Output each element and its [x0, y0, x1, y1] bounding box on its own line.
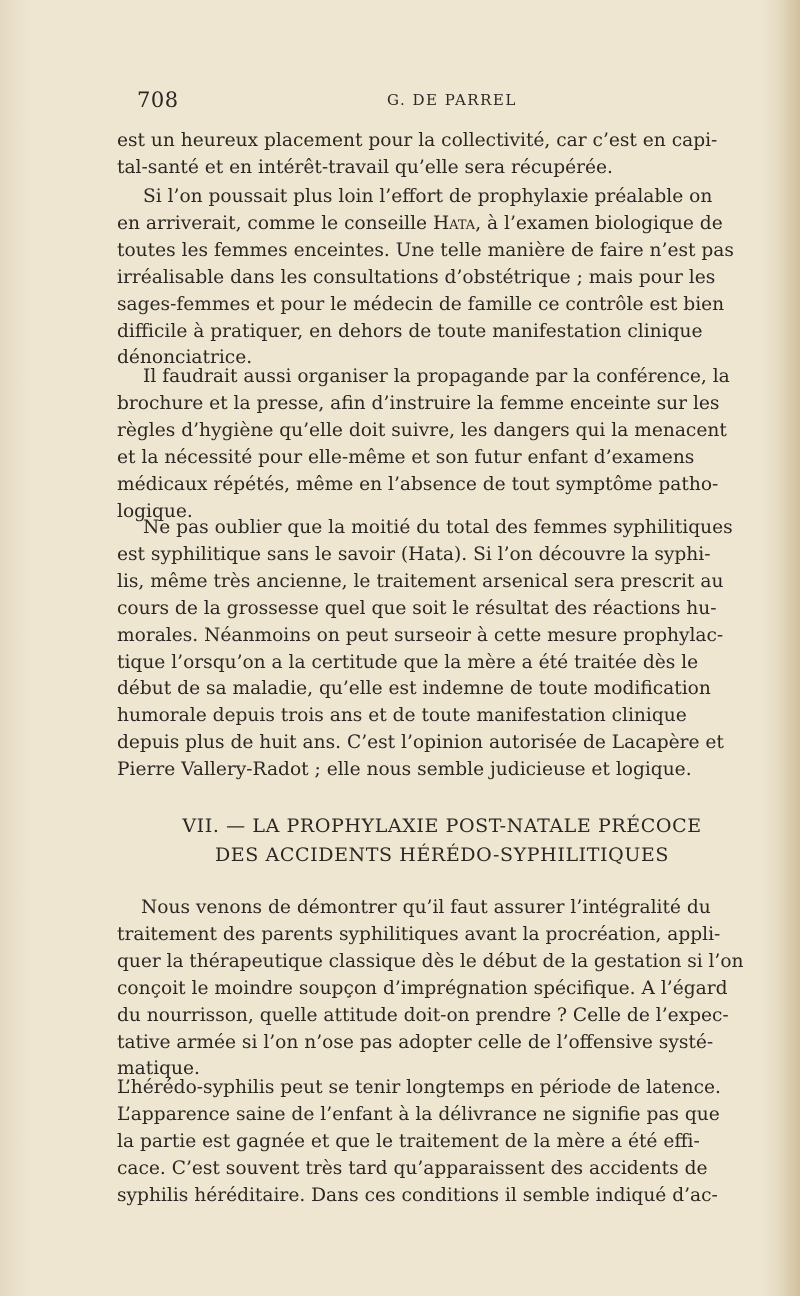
text-line: en arriverait, comme le conseille Hata, à l’examen biologique de: [117, 212, 723, 234]
text-line: cace. C’est souvent très tard qu’apparaissent des accidents de: [117, 1157, 708, 1179]
text-line: tal-santé et en intérêt-travail qu’elle sera récupérée.: [117, 156, 613, 178]
page-header: [137, 88, 757, 118]
paragraph-3: [117, 364, 767, 525]
text-line: sages-femmes et pour le médecin de famille ce contrôle est bien: [117, 293, 725, 315]
text-line: tative armée si l’on n’ose pas adopter celle de l’offensive systé-: [117, 1031, 714, 1053]
text-line: brochure et la presse, afin d’instruire la femme enceinte sur les: [117, 392, 720, 414]
text-line: est un heureux placement pour la collectivité, car c’est en capi-: [117, 130, 718, 151]
text-line: dénonciatrice.: [117, 347, 253, 369]
text-line: irréalisable dans les consultations d’obstétrique ; mais pour les: [117, 266, 716, 288]
running-head: G. DE PARREL: [387, 91, 517, 109]
paragraph-1: [117, 128, 767, 182]
text-line: traitement des parents syphilitiques avant la procréation, appli-: [117, 923, 721, 945]
paragraph-5: [117, 895, 743, 1083]
text-line: L’apparence saine de l’enfant à la délivrance ne signifie pas que: [117, 1103, 720, 1125]
text-line: toutes les femmes enceintes. Une telle manière de faire n’est pas: [117, 239, 734, 261]
text-line: tique l’orsqu’on a la certitude que la mère a été traitée dès le: [117, 651, 699, 673]
text-line: logique.: [117, 500, 193, 522]
section-heading-line-2: DES ACCIDENTS HÉRÉDO-SYPHILITIQUES: [214, 844, 670, 866]
text-line: médicaux répétés, même en l’absence de tout symptôme patho-: [117, 473, 719, 495]
paragraph-4: [117, 515, 767, 784]
author-name: Hata: [432, 212, 476, 234]
paragraph-6: [117, 1075, 743, 1210]
text-line: matique.: [117, 1058, 200, 1080]
text-line: Si l’on poussait plus loin l’effort de prophylaxie préalable on: [143, 186, 713, 207]
text-line: morales. Néanmoins on peut surseoir à cette mesure prophylac-: [117, 624, 724, 646]
text-line: lis, même très ancienne, le traitement arsenical sera prescrit au: [117, 570, 724, 592]
text-line: conçoit le moindre soupçon d’imprégnation spécifique. A l’égard: [117, 977, 728, 999]
text-line: Il faudrait aussi organiser la propagande par la conférence, la: [143, 366, 730, 387]
text-line: Pierre Vallery-Radot ; elle nous semble judicieuse et logique.: [117, 759, 692, 781]
text-line: début de sa maladie, qu’elle est indemne de toute modification: [117, 678, 711, 700]
page-number: 708: [137, 88, 179, 112]
text-line: est syphilitique sans le savoir (Hata). Si l’on découvre la syphi-: [117, 543, 711, 565]
text-line: Ne pas oublier que la moitié du total des femmes syphilitiques: [143, 517, 733, 538]
text-line: règles d’hygiène qu’elle doit suivre, les dangers qui la menacent: [117, 419, 727, 441]
section-heading-line-1: VII. — LA PROPHYLAXIE POST-NATALE PRÉCOCE: [182, 815, 702, 837]
text-line: et la nécessité pour elle-même et son futur enfant d’examens: [117, 446, 695, 468]
text-line: Nous venons de démontrer qu’il faut assurer l’intégralité du: [141, 897, 711, 918]
text-line: depuis plus de huit ans. C’est l’opinion autorisée de Lacapère et: [117, 732, 724, 754]
text-line: cours de la grossesse quel que soit le résultat des réactions hu-: [117, 597, 717, 619]
text-line: syphilis héréditaire. Dans ces conditions il semble indiqué d’ac-: [117, 1184, 718, 1206]
text-line: L’hérédo-syphilis peut se tenir longtemps en période de latence.: [117, 1077, 721, 1098]
text-line: la partie est gagnée et que le traitement de la mère a été effi-: [117, 1130, 700, 1152]
text-line: du nourrisson, quelle attitude doit-on prendre ? Celle de l’expec-: [117, 1004, 729, 1026]
paragraph-2: [117, 184, 767, 372]
text-line: humorale depuis trois ans et de toute manifestation clinique: [117, 705, 687, 727]
text-line: quer la thérapeutique classique dès le début de la gestation si l’on: [117, 950, 744, 972]
section-heading: [117, 812, 767, 870]
text-line: difficile à pratiquer, en dehors de toute manifestation clinique: [117, 320, 703, 342]
